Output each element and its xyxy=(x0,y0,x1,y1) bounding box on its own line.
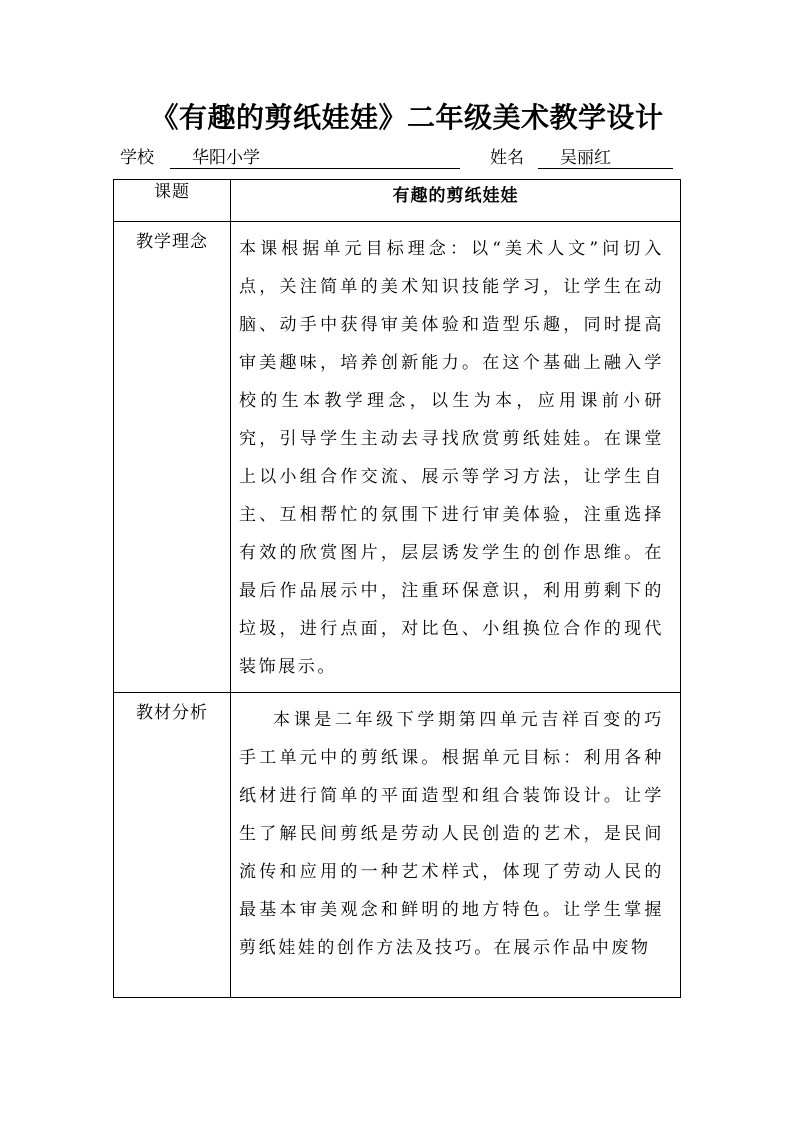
lesson-design-table xyxy=(113,179,681,998)
school-label: 学校 xyxy=(120,148,154,168)
name-label: 姓名 xyxy=(490,148,524,168)
lesson-title-cell: 有趣的剪纸娃娃 xyxy=(231,180,681,222)
teaching-philosophy-text: 本课根据单元目标理念：以“美术人文”问切入点，关注简单的美术知识技能学习，让学生在动脑、动手中获得审美体验和造型乐趣，同时提高审美趣味，培养创新能力。在这个基础上融入学校的生本教学理念，以生为本，应用课前小研究，引导学生主动去寻找欣赏剪纸娃娃。在课堂上以小组合作交流、展示等学习方法，让学生自主、互相帮忙的氛围下进行审美体验，注重选择有效的欣赏图片，层层诱发学生的创作思维。在最后作品展示中，注重环保意识，利用剪剩下的垃圾，进行点面，对比色、小组换位合作的现代装饰展示。 xyxy=(239,239,664,677)
material-analysis-text-cell xyxy=(231,693,681,998)
document-title: 《有趣的剪纸娃娃》二年级美术教学设计 xyxy=(150,101,664,134)
material-analysis-text: 本课是二年级下学期第四单元吉祥百变的巧手工单元中的剪纸课。根据单元目标：利用各种纸材进行简单的平面造型和组合装饰设计。让学生了解民间剪纸是劳动人民创造的艺术，是民间流传和应用的一种艺术样式，体现了劳动人民的最基本审美观念和鲜明的地方特色。让学生掌握剪纸娃娃的创作方法及技巧。在展示作品中废物 xyxy=(239,710,664,958)
table-header-row xyxy=(114,180,681,222)
table-row xyxy=(114,222,681,693)
name-value: 吴丽红 xyxy=(538,146,673,169)
header-label-cell: 课题 xyxy=(114,180,231,222)
info-row xyxy=(120,146,680,172)
teaching-philosophy-text-cell xyxy=(231,222,681,693)
row-label-material-analysis: 教材分析 xyxy=(114,693,231,998)
material-analysis-clip xyxy=(239,701,664,991)
school-value: 华阳小学 xyxy=(170,146,460,169)
row-label-teaching-philosophy: 教学理念 xyxy=(114,222,231,693)
table-row xyxy=(114,693,681,998)
